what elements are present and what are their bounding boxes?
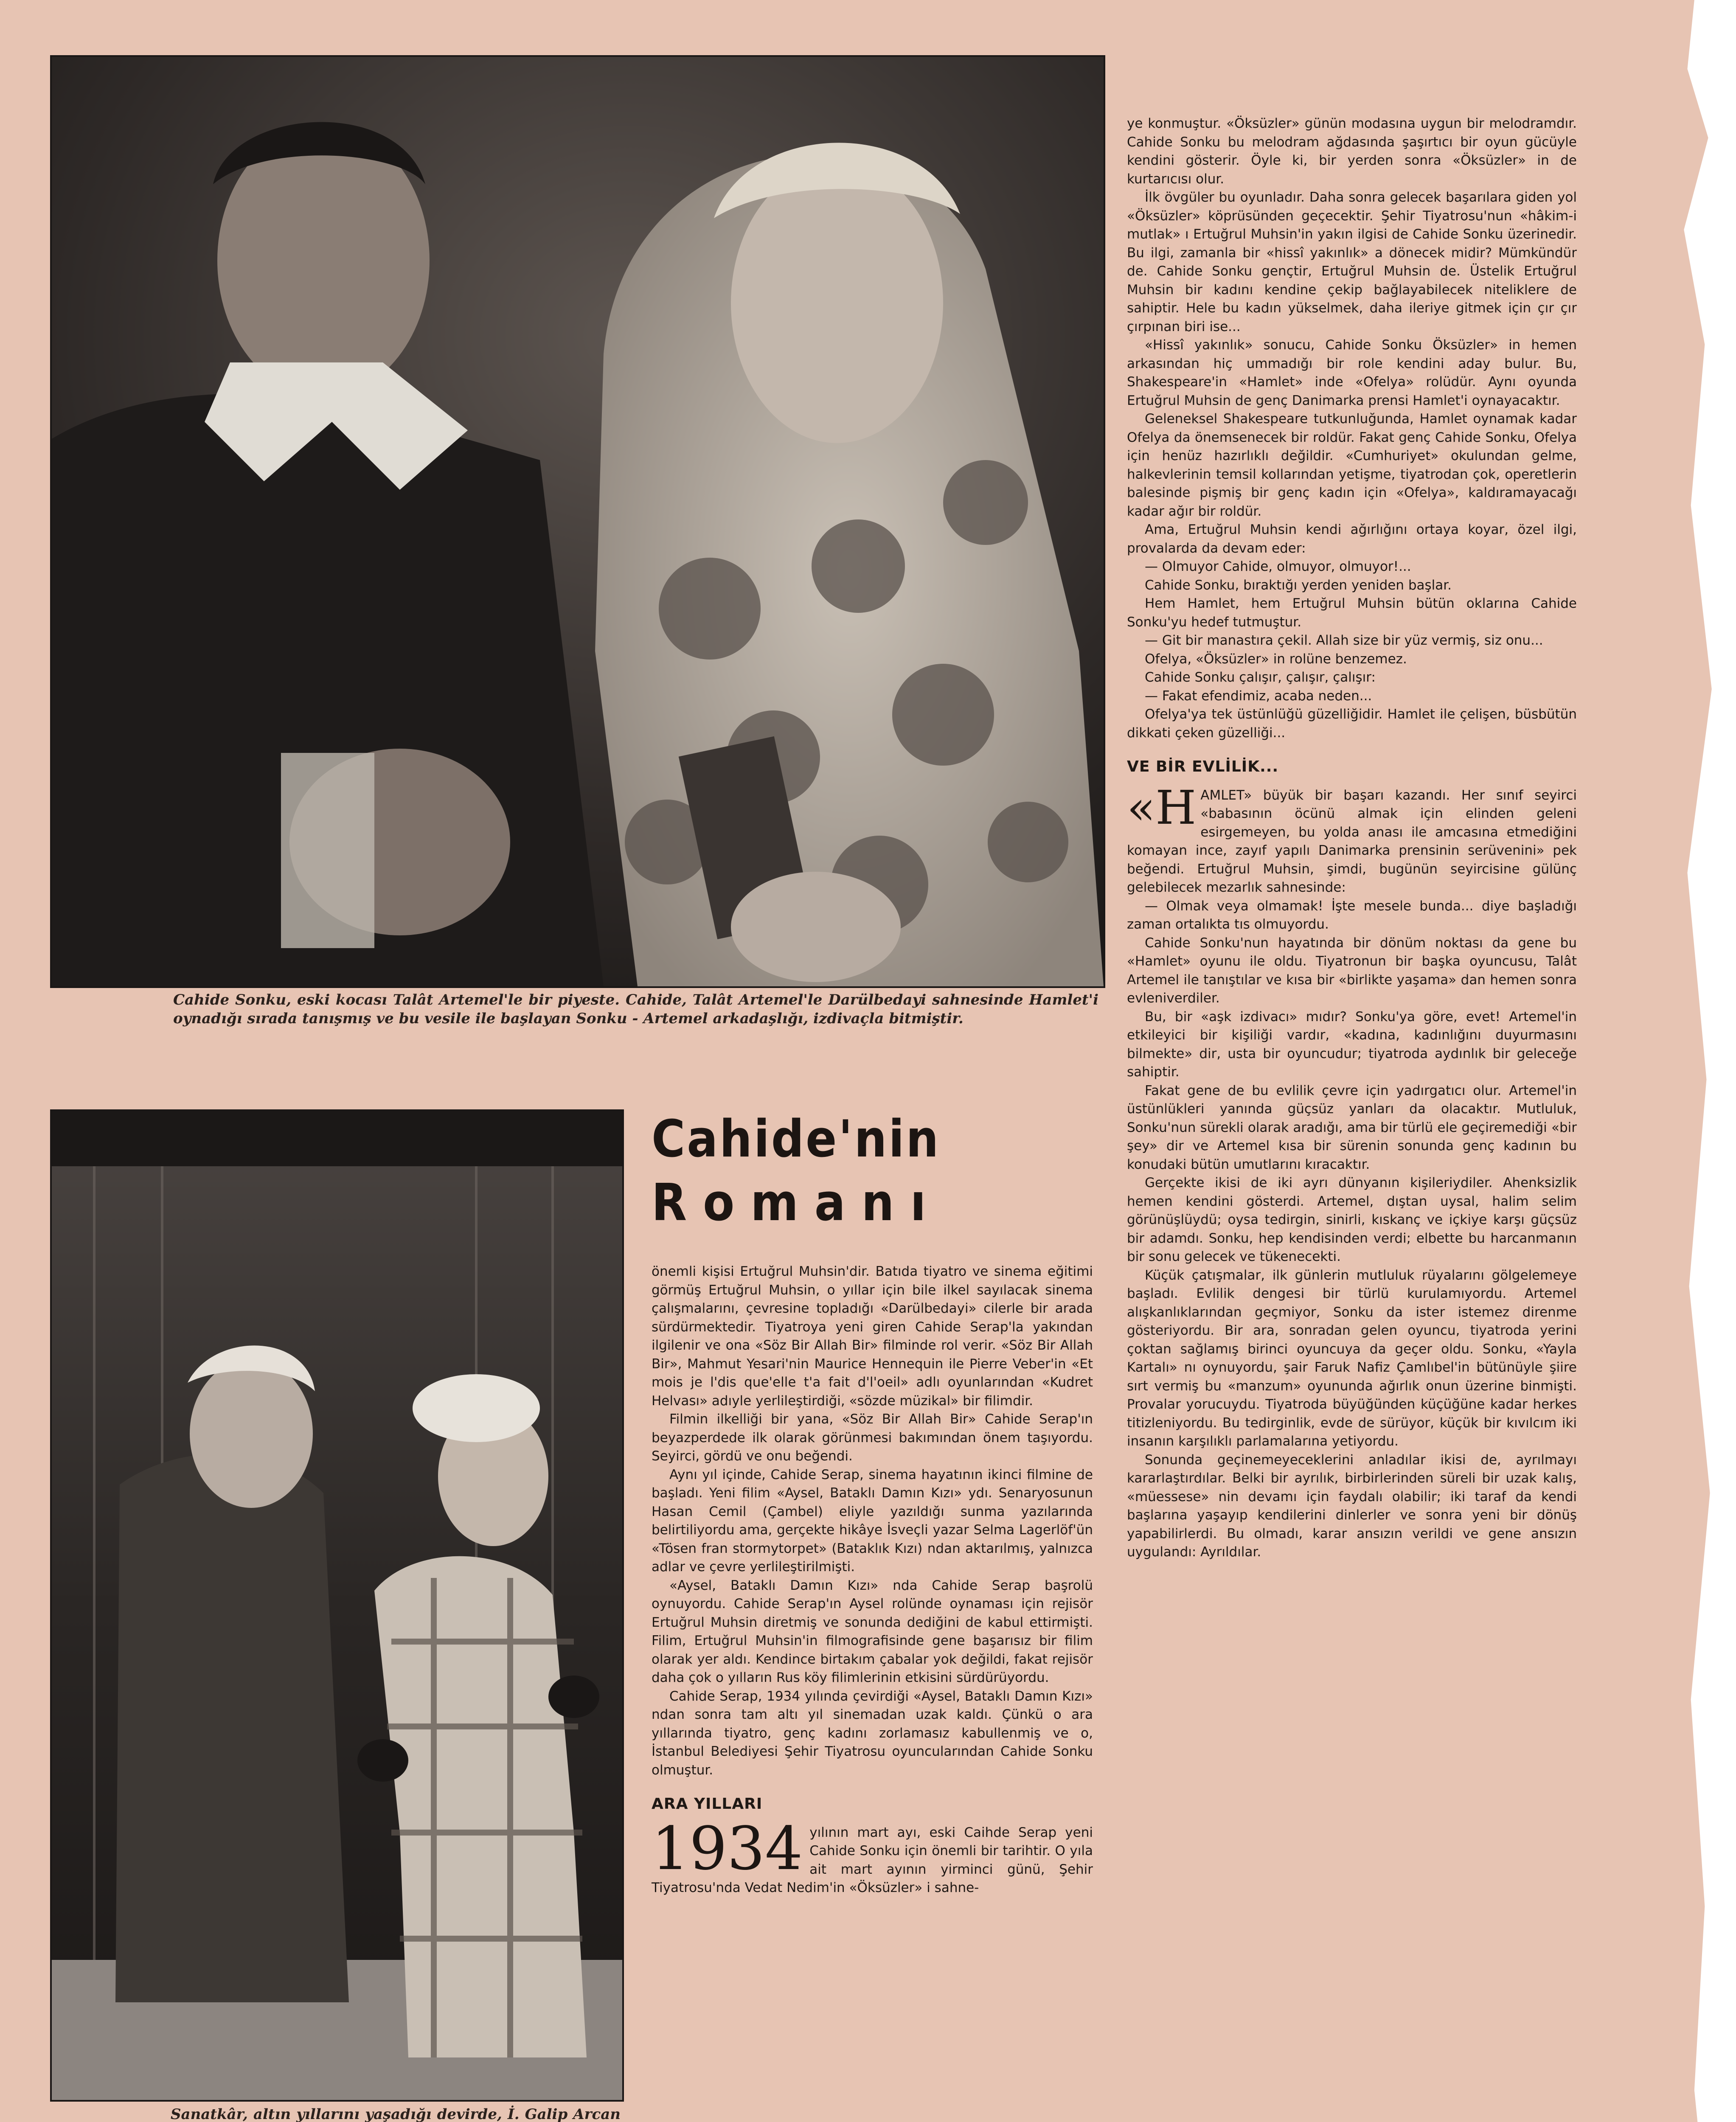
right-paragraph-2: İlk övgüler bu oyunladır. Daha sonra gelecek başarılara giden yol «Öksüzler» köprüsünden geçecektir. Şehir Tiyatrosu'nun «hâkim-i mutlak» ı Ertuğrul Muhsin'in yakın ilgisi de Cahide Sonku üzerinedir. Bu ilgi, zamanla bir «hissî yakınlık» a dönecek midir? Mümkündür de. Cahide Sonku gençtir, Ertuğrul Muhsin de. Üstelik Ertuğrul Muhsin bir kadını kendine çekip bağlayabilecek niteliklere de sahiptir. Hele bu kadın yükselmek, daha ileriye gitmek için çır çır çırpınan biri ise...: [1127, 190, 1577, 334]
top-photo: [50, 55, 1105, 988]
top-photo-caption: Cahide Sonku, eski kocası Talât Artemel'le bir piyeste. Cahide, Talât Artemel'le Darülbedayi sahnesinde Hamlet'i oynadığı sırada tanışmış ve bu vesile ile başlayan Sonku - Artemel arkadaşlığı, izdivaçla bitmiştir.: [173, 991, 1098, 1027]
right-paragraph-3: «Hissî yakınlık» sonucu, Cahide Sonku Öksüzler» in hemen arkasından hiç ummadığı bir role kendini aday bulur. Bu, Shakespeare'in «Hamlet» inde «Ofelya» rolüdür. Aynı oyunda Ertuğrul Muhsin de genç Danimarka prensi Hamlet'i oynayacaktır.: [1127, 337, 1577, 408]
middle-column: [652, 1263, 1093, 1897]
right-paragraph-8: Hem Hamlet, hem Ertuğrul Muhsin bütün oklarına Cahide Sonku'yu hedef tutmuştur.: [1127, 596, 1577, 630]
right-paragraph-12: — Fakat efendimiz, acaba neden...: [1145, 688, 1372, 704]
evlilik-first-paragraph: [1127, 780, 1577, 897]
subhead-ara-yillari: ARA YILLARI: [652, 1795, 763, 1813]
middle-paragraph-4: «Aysel, Bataklı Damın Kızı» nda Cahide Serap başrolü oynuyordu. Cahide Serap'ın Aysel rolünde oynaması için rejisör Ertuğrul Muhsin diretmiş ve sonunda dediğini de kabul ettirmişti. Filim, Ertuğrul Muhsin'in filmografisinde gene başarısız bir filim olarak yer aldı. Kendince birtakım çabalar yok değildi, fakat rejisör daha çok o yılların Rus köy filimlerinin etkisini sürdürüyordu.: [652, 1577, 1093, 1685]
evlilik-paragraph-7: Sonunda geçinemeyeceklerini anladılar ikisi de, ayrılmayı kararlaştırdılar. Belki bir ayrılık, birbirlerinden süreli bir uzak kalış, «müessese» nin devamı için faydalı olabilir; iki taraf da kendi başlarına yaşayıp kendilerini dinlerler ve sonra yeni bir dönüş yapabilirlerdi. Bu olmadı, karar ansızın verildi ve gene ansızın uygulandı: Ayrıldılar.: [1127, 1452, 1577, 1560]
evlilik-drop-cap: «H: [1127, 780, 1197, 835]
article-title-line2: Romanı: [652, 1173, 942, 1232]
ara-text: yılının mart ayı, eski Caihde Serap yeni Cahide Sonku için önemli bir tarihtir. O yıla ait mart ayının yirminci günü, Şehir Tiyatrosu'nda Vedat Nedim'in «Öksüzler» i sahne-: [652, 1824, 1093, 1895]
ara-yillari-paragraph: [652, 1814, 1093, 1897]
ara-year: 1934: [652, 1814, 803, 1883]
evlilik-paragraph-6: Küçük çatışmalar, ilk günlerin mutluluk rüyalarını gölgelemeye başladı. Evlilik dengesi bir türlü kurulamıyordu. Artemel alışkanlıklarından geçmiyor, Sonku da ister istemez direnme gösteriyordu. Bir ara, sonradan gelen oyuncu, tiyatroda yerini çoktan sağlamış birinci oyuncuya da geçer oldu. Sonku, «Yayla Kartalı» nı oynuyordu, şair Faruk Nafiz Çamlıbel'in bütünüyle şiire sırt vermiş bu «manzum» oyununda ağırlık onun üzerine binmişti. Provalar yorucuydu. Tiyatroda büyüğünden küçüğüne kadar herkes titizleniyordu. Bu tedirginlik, evde de sürüyor, küçük bir kıvılcım iki insanın karşılıklı parlamalarına yetiyordu.: [1127, 1267, 1577, 1449]
evlilik-paragraph-1: — Olmak veya olmamak! İşte mesele bunda... diye başladığı zaman ortalıkta tıs olmuyordu.: [1127, 898, 1577, 932]
right-paragraph-6: — Olmuyor Cahide, olmuyor, olmuyor!...: [1145, 559, 1411, 574]
right-paragraph-4: Geleneksel Shakespeare tutkunluğunda, Hamlet oynamak kadar Ofelya da önemsenecek bir roldür. Fakat genç Cahide Sonku, Ofelya için henüz hazırlıklı değildir. «Cumhuriyet» okulundan gelme, halkevlerinin temsil kollarından yetişme, tiyatrodan çok, operetlerin balesinde pişmiş bir genç kadın için «Ofelya», kaldıramayacağı kadar ağır bir roldür.: [1127, 411, 1577, 519]
right-paragraph-11: Cahide Sonku çalışır, çalışır, çalışır:: [1145, 670, 1376, 685]
middle-paragraph-1: önemli kişisi Ertuğrul Muhsin'dir. Batıda tiyatro ve sinema eğitimi görmüş Ertuğrul Muhsin, o yıllar için bile ilkel sayılacak sinema çalışmalarını, çevresine topladığı «Darülbedayi» cilerle bir arada sürdürmektedir. Tiyatroya yeni giren Cahide Serap'la yakından ilgilenir ve ona «Söz Bir Allah Bir» filminde rol verir. «Söz Bir Allah Bir», Mahmut Yesari'nin Maurice Hennequin ile Pierre Veber'in «Et mois je l'dis que'elle t'a fait d'l'oeil» adlı oyunlarından «Kudret Helvası» adıyle yerlileştirdiği, «sözde müzikal» bir filimdir.: [652, 1264, 1093, 1409]
subhead-evlilik: VE BİR EVLİLİK...: [1127, 758, 1279, 775]
evlilik-paragraph-4: Fakat gene de bu evlilik çevre için yadırgatıcı olur. Artemel'in üstünlükleri yanında güçsüz yanları da olacaktır. Mutluluk, Sonku'nun sürekli olarak aradığı, ama bir türlü ele geçiremediği «bir şey» dir ve Artemel kısa bir sürenin sonunda genç kadının bu konudaki bütün umutlarını kıracaktır.: [1127, 1083, 1577, 1172]
right-paragraph-9: — Git bir manastıra çekil. Allah size bir yüz vermiş, siz onu...: [1145, 633, 1543, 648]
right-paragraph-5: Ama, Ertuğrul Muhsin kendi ağırlığını ortaya koyar, özel ilgi, provalarda da devam eder:: [1127, 522, 1577, 556]
middle-paragraph-2: Filmin ilkelliği bir yana, «Söz Bir Allah Bir» Cahide Serap'ın beyazperdede ilk olarak görünmesi bakımından önem taşıyordu. Seyirci, gördü ve onu beğendi.: [652, 1412, 1093, 1464]
evlilik-paragraph-2: Cahide Sonku'nun hayatında bir dönüm noktası da gene bu «Hamlet» oyunu ile oldu. Tiyatronun bir başka oyuncusu, Talât Artemel ile tanıştılar ve kısa bir «birlikte yaşama» dan hemen sonra evleniverdiler.: [1127, 935, 1577, 1006]
evlilik-first-text: AMLET» büyük bir başarı kazandı. Her sınıf seyirci «babasının öcünü almak için elinden geleni esirgemeyen, bu yolda anası ile amcasına etmediğini komayan ince, zayıf yapılı Danimarka prensinin serüvenini» pek beğendi. Ertuğrul Muhsin, şimdi, bugünün seyircisine gülünç gelebilecek mezarlık sahnesinde:: [1127, 787, 1577, 895]
top-photo-image: [52, 57, 1104, 986]
bottom-photo-caption: Sanatkâr, altın yıllarını yaşadığı devirde, İ. Galip Arcan: [171, 2106, 621, 2122]
middle-paragraph-3: Aynı yıl içinde, Cahide Serap, sinema hayatının ikinci filmine de başladı. Yeni filim «Aysel, Bataklı Damın Kızı» ydı. Senaryosunun Hasan Cemil (Çambel) eliyle yazıldığı sunma yazılarında belirtiliyordu ama, gerçekte hikâye İsveçli yazar Selma Lagerlöf'ün «Tösen fran stormytorpet» (Bataklık Kızı) ndan aktarılmış, yalnızca adlar ve çevre yerlileştirilmişti.: [652, 1467, 1093, 1575]
right-column: [1127, 115, 1577, 1562]
bottom-photo-image: [52, 1111, 622, 2100]
right-paragraph-7: Cahide Sonku, bıraktığı yerden yeniden başlar.: [1145, 577, 1452, 593]
right-paragraph-13: Ofelya'ya tek üstünlüğü güzelliğidir. Hamlet ile çelişen, büsbütün dikkati çeken güzelliği...: [1127, 707, 1577, 741]
evlilik-paragraph-3: Bu, bir «aşk izdivacı» mıdır? Sonku'ya göre, evet! Artemel'in etkileyici bir kişiliği vardır, «kadına, kadınlığını duyurmasını bilmekte» dir, usta bir oyuncudur; tiyatroda aydınlık bir geleceğe sahiptir.: [1127, 1009, 1577, 1080]
bottom-photo: [50, 1109, 624, 2102]
right-paragraph-1: ye konmuştur. «Öksüzler» günün modasına uygun bir melodramdır. Cahide Sonku bu melodram ağdasında şaşırtıcı bir oyun gücüyle kendini gösterir. Öyle ki, bir yerden sonra «Öksüzler» in de kurtarıcısı olur.: [1127, 116, 1577, 187]
middle-paragraph-5: Cahide Serap, 1934 yılında çevirdiği «Aysel, Bataklı Damın Kızı» ndan sonra tam altı yıl sinemadan uzak kaldı. Çünkü o ara yıllarında tiyatro, genç kadını zorlamasız kabullenmiş ve o, İstanbul Belediyesi Şehir Tiyatrosu oyuncularından Cahide Sonku olmuştur.: [652, 1688, 1093, 1778]
right-paragraph-10: Ofelya, «Öksüzler» in rolüne benzemez.: [1145, 651, 1407, 667]
evlilik-paragraph-5: Gerçekte ikisi de iki ayrı dünyanın kişileriydiler. Ahenksizlik hemen kendini gösterdi. Artemel, dıştan uysal, halim selim görünüşlüydü; oysa tedirgin, sinirli, kıskanç ve içkiye karşı güçsüz bir adamdı. Sonku, hep kendisinden verdi; elbette bu harcanmanın bir sonu gelecek ve tükenecekti.: [1127, 1175, 1577, 1264]
article-title-line1: Cahide'nin: [652, 1110, 941, 1169]
